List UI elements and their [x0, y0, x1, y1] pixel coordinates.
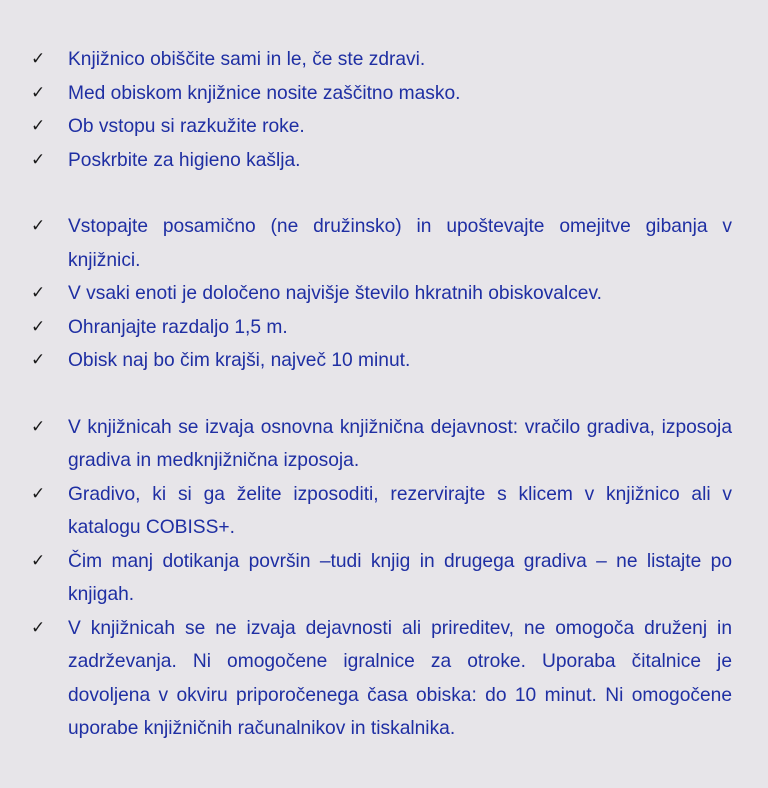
list-item: [31, 545, 732, 612]
rule-text: Gradivo, ki si ga želite izposoditi, rezervirajte s klicem v knjižnico ali v katalogu COBISS+.: [68, 483, 732, 538]
rules-group-personal: [31, 43, 732, 177]
rule-text: Čim manj dotikanja površin –tudi knjig in drugega gradiva – ne listajte po knjigah.: [68, 550, 732, 605]
list-item: [31, 77, 732, 111]
checkmark-icon: ✓: [31, 617, 46, 638]
checkmark-icon: ✓: [31, 316, 46, 337]
rule-text: Poskrbite za higieno kašlja.: [68, 149, 301, 171]
checkmark-icon: ✓: [31, 416, 46, 437]
rule-text: Med obiskom knjižnice nosite zaščitno masko.: [68, 82, 461, 104]
rule-text: V knjižnicah se izvaja osnovna knjižnična dejavnost: vračilo gradiva, izposoja gradiva in medknjižnična izposoja.: [68, 416, 732, 471]
checkmark-icon: ✓: [31, 283, 46, 303]
checkmark-icon: ✓: [31, 216, 46, 236]
list-item: [31, 411, 732, 478]
checkmark-icon: ✓: [31, 550, 46, 571]
rule-text: Knjižnico obiščite sami in le, če ste zdravi.: [68, 49, 426, 70]
list-item: [31, 612, 732, 746]
rule-text: Ohranjajte razdaljo 1,5 m.: [68, 316, 288, 338]
list-item: [31, 311, 732, 345]
list-item: [31, 210, 732, 277]
checkmark-icon: ✓: [31, 49, 46, 69]
checkmark-icon: ✓: [31, 483, 46, 504]
list-item: [31, 478, 732, 545]
list-item: [31, 344, 732, 378]
list-item: [31, 277, 732, 311]
rule-text: V vsaki enoti je določeno najvišje število hkratnih obiskovalcev.: [68, 283, 602, 304]
checkmark-icon: ✓: [31, 149, 46, 170]
rule-text: Ob vstopu si razkužite roke.: [68, 116, 305, 137]
list-item: [31, 43, 732, 77]
checkmark-icon: ✓: [31, 350, 46, 370]
checkmark-icon: ✓: [31, 116, 46, 136]
list-item: [31, 144, 732, 178]
rule-text: V knjižnicah se ne izvaja dejavnosti ali prireditev, ne omogoča druženj in zadrževanja. Ni omogočene igralnice za otroke. Uporaba čitalnice je dovoljena v okviru priporočenega časa obiska: do 10 minut. Ni omogočene uporabe knjižničnih računalnikov in tiskalnika.: [68, 617, 732, 739]
list-item: [31, 110, 732, 144]
rule-text: Obisk naj bo čim krajši, največ 10 minut.: [68, 350, 411, 371]
rule-text: Vstopajte posamično (ne družinsko) in upoštevajte omejitve gibanja v knjižnici.: [68, 216, 732, 271]
rules-group-movement: [31, 210, 732, 378]
rules-group-services: [31, 411, 732, 746]
checkmark-icon: ✓: [31, 82, 46, 103]
